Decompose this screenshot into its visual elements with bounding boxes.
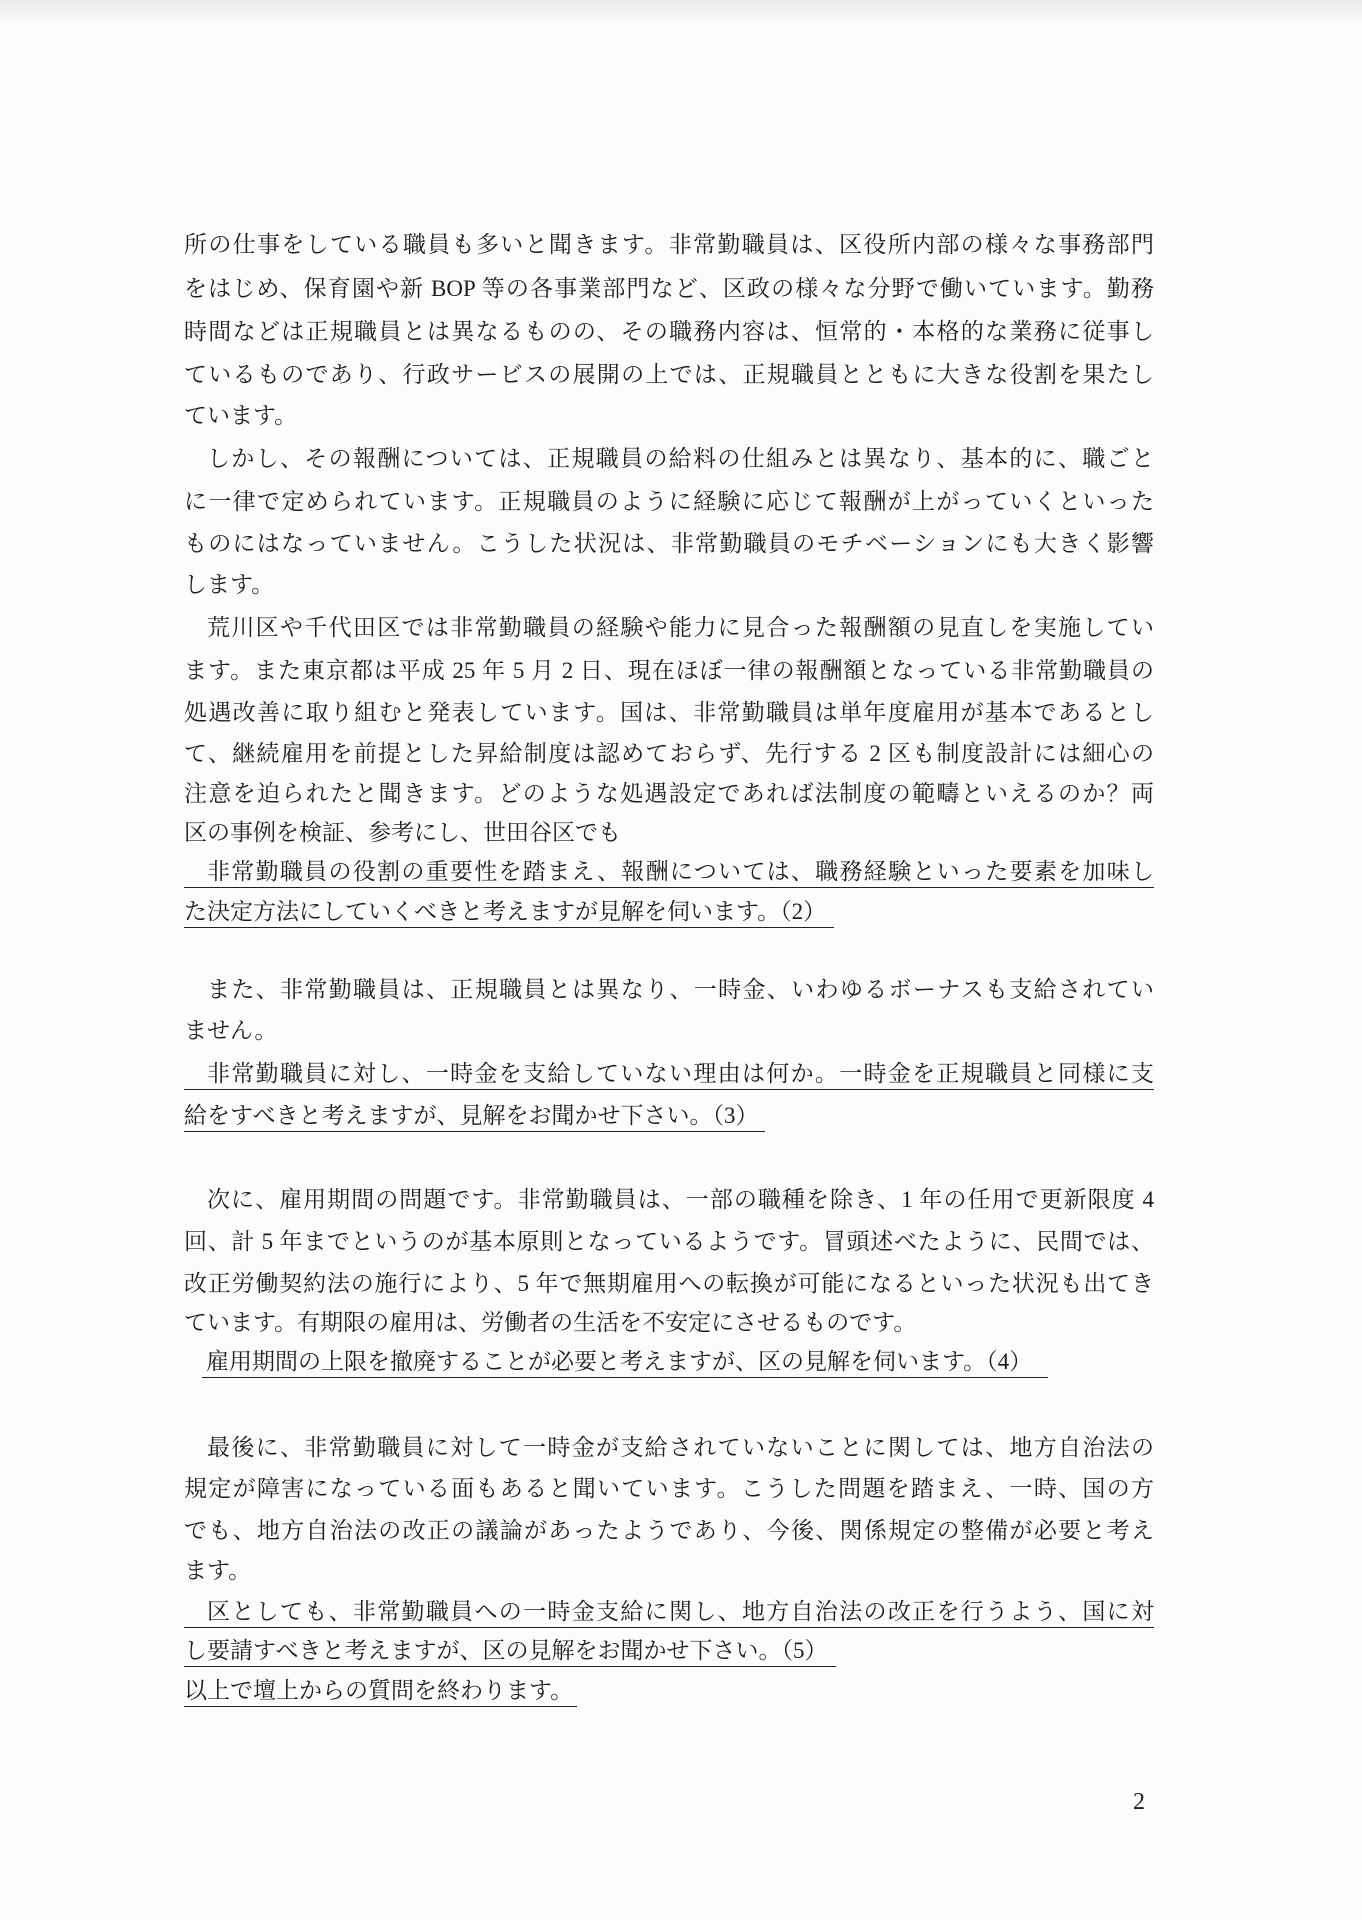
question-line-wrapper <box>184 896 1154 928</box>
body-text-line: します。 <box>184 572 275 597</box>
body-text-line: ません。 <box>184 1018 278 1043</box>
body-text-line: ています。 <box>184 403 298 428</box>
underlined-question-line: 給をすべきと考えますが、見解をお聞かせ下さい。（3） <box>184 1100 765 1132</box>
body-text-line: 所の仕事をしている職員も多いと聞きます。非常勤職員は、区役所内部の様々な事務部門 <box>184 232 1154 257</box>
body-text-line: 最後に、非常勤職員に対して一時金が支給されていないことに関しては、地方自治法の <box>207 1435 1154 1460</box>
body-text-line: 区の事例を検証、参考にし、世田谷区でも <box>184 820 621 845</box>
body-text-line: でも、地方自治法の改正の議論があったようであり、今後、関係規定の整備が必要と考え <box>184 1518 1154 1543</box>
body-text-line: 荒川区や千代田区では非常勤職員の経験や能力に見合った報酬額の見直しを実施してい <box>207 615 1155 640</box>
body-text-line: て、継続雇用を前提とした昇給制度は認めておらず、先行する 2 区も制度設計には細心の <box>184 741 1154 766</box>
body-text-line: をはじめ、保育園や新 BOP 等の各事業部門など、区政の様々な分野で働いています。勤務 <box>184 276 1154 301</box>
body-text-line: ます。 <box>184 1558 252 1583</box>
body-text-line: ます。また東京都は平成 25 年 5 月 2 日、現在ほぼ一律の報酬額となっている非常勤職員の <box>184 658 1154 683</box>
body-text-line: 注意を迫られたと聞きます。どのような処遇設定であれば法制度の範疇といえるのか？両 <box>184 781 1154 806</box>
body-text-line: しかし、その報酬については、正規職員の給料の仕組みとは異なり、基本的に、職ごと <box>207 446 1154 471</box>
underlined-question-line: 雇用期間の上限を撤廃することが必要と考えますが、区の見解を伺います。（4） <box>202 1346 1048 1378</box>
underlined-question-line: し要請すべきと考えますが、区の見解をお聞かせ下さい。（5） <box>184 1635 836 1667</box>
body-text-line: ているものであり、行政サービスの展開の上では、正規職員とともに大きな役割を果たし <box>184 362 1154 387</box>
question-line-wrapper <box>184 1635 1154 1667</box>
underlined-question-line: た決定方法にしていくべきと考えますが見解を伺います。（2） <box>184 896 834 928</box>
underlined-question-line: 非常勤職員に対し、一時金を支給していない理由は何か。一時金を正規職員と同様に支 <box>184 1058 1154 1090</box>
body-text-line: 処遇改善に取り組むと発表しています。国は、非常勤職員は単年度雇用が基本であるとし <box>184 700 1154 725</box>
body-text-line: に一律で定められています。正規職員のように経験に応じて報酬が上がっていくといった <box>184 489 1154 514</box>
body-text-line: 改正労働契約法の施行により、5 年で無期雇用への転換が可能になるといった状況も出てき <box>184 1271 1154 1296</box>
body-text-line: 時間などは正規職員とは異なるものの、その職務内容は、恒常的・本格的な業務に従事し <box>184 319 1154 344</box>
underlined-closing-line: 以上で壇上からの質問を終わります。 <box>184 1675 577 1707</box>
body-text-line: ものにはなっていません。こうした状況は、非常勤職員のモチベーションにも大きく影響 <box>184 531 1154 556</box>
body-text-line: 規定が障害になっている面もあると聞いています。こうした問題を踏まえ、一時、国の方 <box>184 1476 1154 1501</box>
body-text-line: また、非常勤職員は、正規職員とは異なり、一時金、いわゆるボーナスも支給されてい <box>207 977 1154 1002</box>
question-line-wrapper <box>184 1346 1154 1378</box>
question-line-wrapper <box>184 1100 1154 1132</box>
page-number: 2 <box>1133 1789 1145 1815</box>
body-text-line: ています。有期限の雇用は、労働者の生活を不安定にさせるものです。 <box>184 1310 917 1335</box>
body-text-line: 次に、雇用期間の問題です。非常勤職員は、一部の職種を除き、1 年の任用で更新限度 4 <box>207 1187 1154 1212</box>
underlined-question-line: 非常勤職員の役割の重要性を踏まえ、報酬については、職務経験といった要素を加味し <box>184 856 1154 888</box>
scan-edge-shadow <box>0 0 1362 26</box>
closing-line-wrapper <box>184 1675 1154 1707</box>
body-text-line: 回、計 5 年までというのが基本原則となっているようです。冒頭述べたように、民間では、 <box>184 1229 1154 1254</box>
underlined-question-line: 区としても、非常勤職員への一時金支給に関し、地方自治法の改正を行うよう、国に対 <box>184 1596 1154 1628</box>
